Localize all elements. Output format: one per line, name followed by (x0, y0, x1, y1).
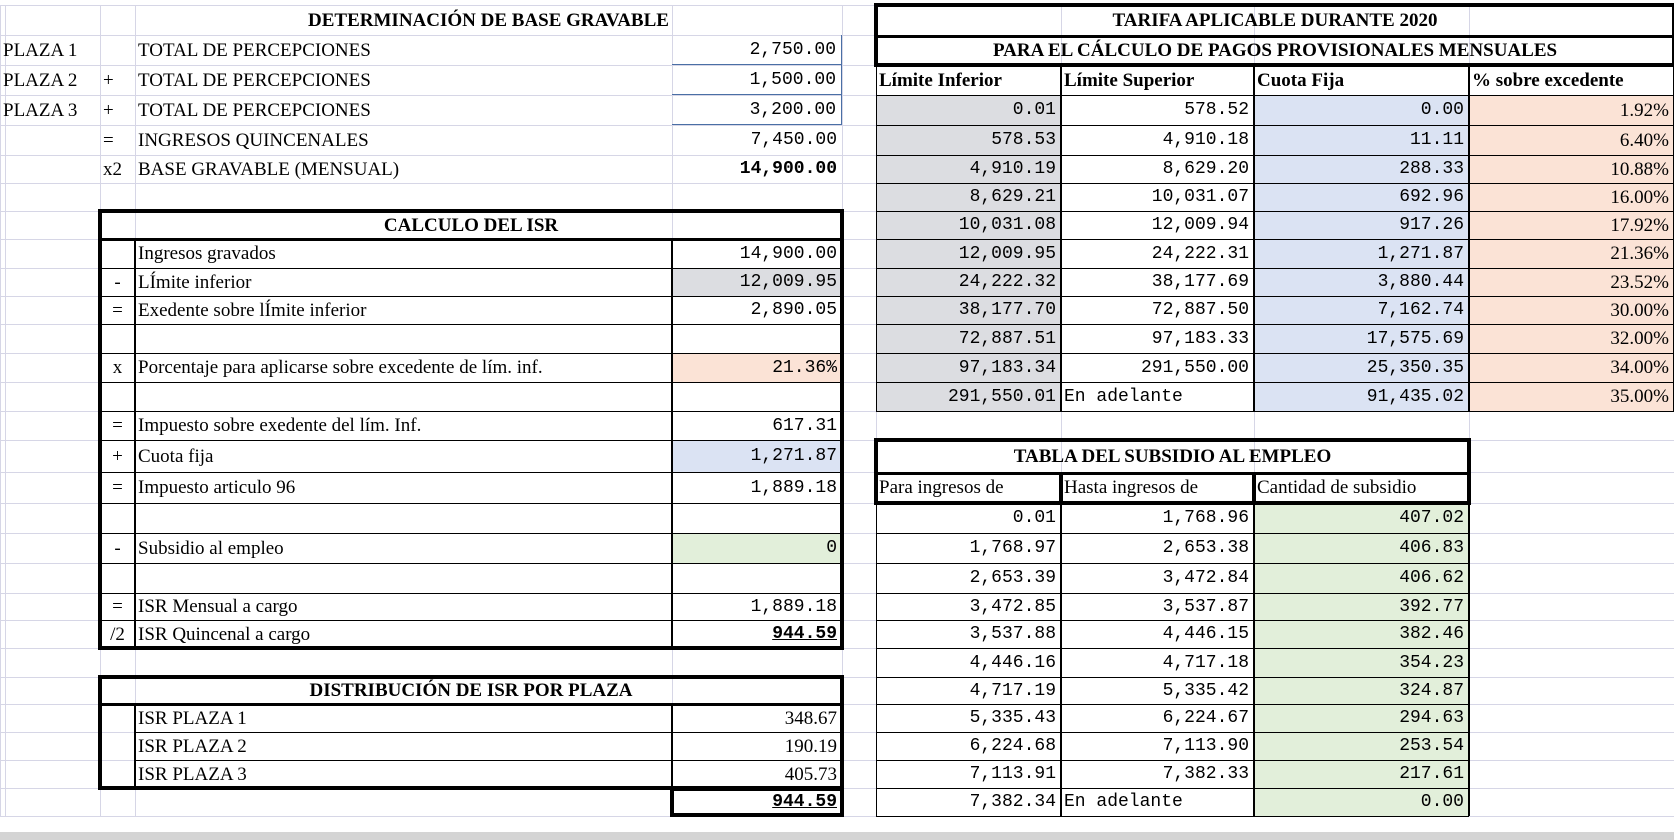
tarifa-cell[interactable]: 1.92% (1469, 95, 1674, 125)
tarifa-cell[interactable]: 25,350.35 (1254, 353, 1469, 382)
tarifa-title-2[interactable]: PARA EL CÁLCULO DE PAGOS PROVISIONALES MENSUALES (992, 39, 1558, 61)
cell-border (1253, 65, 1255, 411)
cell-border (100, 472, 135, 473)
isr-value[interactable]: 1,889.18 (750, 596, 837, 617)
base-operator[interactable]: x2 (103, 158, 122, 180)
subsidio-header[interactable]: Cantidad de subsidio (1257, 477, 1417, 498)
cell-border (876, 788, 1469, 789)
tarifa-cell[interactable]: 34.00% (1469, 353, 1674, 382)
cell-border (876, 593, 1469, 594)
cell-border (1060, 503, 1062, 816)
cell-border (100, 620, 135, 621)
cell-border (1059, 472, 1063, 503)
isr-value[interactable]: 14,900.00 (739, 243, 837, 264)
cell-border (876, 503, 877, 816)
tarifa-cell[interactable]: 288.33 (1254, 155, 1469, 183)
tarifa-cell[interactable]: 4,910.19 (876, 155, 1061, 183)
tarifa-cell[interactable]: 17,575.69 (1254, 324, 1469, 353)
cell-border (876, 239, 1674, 240)
cell-border (135, 593, 842, 594)
tarifa-cell[interactable]: 1,271.87 (1254, 239, 1469, 268)
subsidio-cell[interactable]: 4,717.18 (1162, 652, 1249, 673)
cell-border (1253, 503, 1255, 816)
base-value[interactable]: 1,500.00 (672, 65, 842, 95)
cell-border (876, 648, 1469, 649)
isr-concept[interactable]: Ingresos gravados (138, 243, 276, 264)
cell-border (671, 239, 673, 648)
cell-border (1060, 65, 1062, 411)
subsidio-cell[interactable]: 2,653.38 (1162, 538, 1249, 558)
horizontal-scrollbar-track[interactable] (0, 832, 1674, 840)
base-value[interactable]: 3,200.00 (672, 95, 842, 125)
base-plaza-label[interactable]: PLAZA 3 (3, 99, 78, 121)
tarifa-cell[interactable]: 692.96 (1254, 183, 1469, 211)
tarifa-cell[interactable]: 72,887.50 (1151, 300, 1249, 320)
base-concept[interactable]: BASE GRAVABLE (MENSUAL) (138, 158, 400, 180)
cell-border (98, 646, 844, 650)
dist-value[interactable]: 405.73 (784, 763, 837, 785)
isr-concept[interactable]: Porcentaje para aplicarse sobre excedente de lím. inf. (138, 357, 543, 378)
cell-border (100, 411, 135, 412)
tarifa-cell[interactable]: 0.00 (1254, 95, 1469, 125)
base-operator[interactable] (100, 35, 135, 65)
tarifa-cell[interactable]: 97,183.33 (1151, 328, 1249, 349)
cell-border (100, 296, 135, 297)
tarifa-cell[interactable]: 35.00% (1469, 382, 1674, 411)
isr-concept[interactable]: Exedente sobre lÍmite inferior (138, 299, 367, 321)
isr-operator[interactable]: = (112, 299, 123, 321)
cell-border (876, 760, 1469, 761)
cell-border (100, 239, 135, 240)
cell-border (670, 787, 844, 791)
isr-concept[interactable]: Impuesto articulo 96 (138, 477, 296, 498)
isr-title[interactable]: CALCULO DEL ISR (383, 214, 559, 236)
isr-concept[interactable]: Subsidio al empleo (138, 537, 284, 559)
cell-border (876, 563, 1469, 564)
subsidio-cell[interactable]: 7,382.34 (969, 792, 1056, 812)
tarifa-cell[interactable]: 38,177.69 (1151, 272, 1249, 292)
tarifa-cell[interactable]: 10.88% (1469, 155, 1674, 183)
cell-border (135, 620, 842, 621)
tarifa-cell[interactable]: 578.53 (876, 125, 1061, 155)
subsidio-cell[interactable]: 4,446.15 (1162, 624, 1249, 644)
subsidio-cell[interactable]: En adelante (1064, 792, 1183, 812)
tarifa-header[interactable]: Cuota Fija (1257, 69, 1345, 91)
cell-border (135, 472, 842, 473)
tarifa-cell[interactable]: 91,435.02 (1254, 382, 1469, 411)
isr-operator[interactable]: = (112, 596, 123, 617)
cell-border (135, 296, 842, 297)
isr-value[interactable]: 1,271.87 (672, 440, 842, 472)
isr-concept[interactable]: Cuota fija (138, 445, 214, 467)
subsidio-cell[interactable]: 354.23 (1254, 648, 1469, 677)
cell-border (876, 816, 1469, 817)
cell-border (100, 503, 135, 504)
cell-border (98, 675, 102, 790)
cell-border (98, 209, 102, 650)
subsidio-title[interactable]: TABLA DEL SUBSIDIO AL EMPLEO (1013, 445, 1332, 467)
subsidio-cell[interactable]: 3,537.88 (969, 624, 1056, 644)
cell-border (874, 501, 1471, 505)
isr-value[interactable]: 0 (672, 533, 842, 563)
isr-concept[interactable]: ISR Quincenal a cargo (138, 623, 311, 645)
cell-border (100, 593, 135, 594)
tarifa-cell[interactable]: 8,629.21 (876, 183, 1061, 211)
tarifa-cell[interactable]: 30.00% (1469, 296, 1674, 324)
cell-border (876, 732, 1469, 733)
tarifa-cell[interactable]: 97,183.34 (876, 353, 1061, 382)
cell-border (100, 703, 842, 706)
cell-border (135, 732, 842, 733)
cell-border (134, 704, 136, 788)
base-value[interactable]: 14,900.00 (739, 159, 837, 179)
base-value[interactable]: 2,750.00 (672, 35, 842, 65)
tarifa-cell[interactable]: En adelante (1064, 386, 1183, 407)
tarifa-cell[interactable]: 12,009.94 (1151, 215, 1249, 235)
tarifa-cell[interactable]: 24,222.31 (1151, 243, 1249, 264)
base-plaza-label[interactable]: PLAZA 2 (3, 69, 78, 91)
tarifa-title-1[interactable]: TARIFA APLICABLE DURANTE 2020 (1112, 9, 1438, 31)
cell-border (876, 620, 1469, 621)
isr-value[interactable]: 1,889.18 (750, 477, 837, 498)
cell-border (876, 95, 1674, 96)
subsidio-cell[interactable]: 2,653.39 (969, 568, 1056, 588)
cell-border (135, 353, 842, 354)
tarifa-cell[interactable]: 8,629.20 (1162, 159, 1249, 179)
cell-border (876, 704, 1469, 705)
tarifa-cell[interactable]: 72,887.51 (876, 324, 1061, 353)
dist-concept[interactable]: ISR PLAZA 2 (138, 735, 247, 757)
subsidio-cell[interactable]: 7,113.90 (1162, 736, 1249, 756)
subsidio-header[interactable]: Hasta ingresos de (1064, 477, 1199, 498)
subsidio-cell[interactable]: 3,472.85 (969, 596, 1056, 617)
isr-value[interactable]: 12,009.95 (672, 268, 842, 296)
tarifa-header[interactable]: Límite Inferior (879, 69, 1002, 91)
subsidio-cell[interactable]: 392.77 (1254, 593, 1469, 620)
isr-value[interactable]: 21.36% (672, 353, 842, 382)
cell-border (98, 675, 844, 679)
cell-border (100, 238, 842, 241)
cell-border (135, 503, 842, 504)
cell-border (100, 324, 135, 325)
subsidio-cell[interactable]: 5,335.42 (1162, 680, 1249, 701)
cell-border (134, 239, 136, 648)
tarifa-cell[interactable]: 4,910.18 (1162, 130, 1249, 150)
tarifa-cell[interactable]: 7,162.74 (1254, 296, 1469, 324)
isr-concept[interactable]: Impuesto sobre exedente del lím. Inf. (138, 415, 422, 436)
cell-border (876, 324, 1674, 325)
cell-border (100, 563, 135, 564)
tarifa-cell[interactable]: 10,031.07 (1151, 187, 1249, 207)
isr-operator[interactable]: = (112, 477, 123, 498)
base-value[interactable]: 7,450.00 (750, 130, 837, 150)
tarifa-cell[interactable]: 16.00% (1469, 183, 1674, 211)
subsidio-cell[interactable]: 1,768.96 (1162, 508, 1249, 528)
subsidio-cell[interactable]: 3,472.84 (1162, 568, 1249, 588)
base-operator[interactable]: = (103, 129, 114, 151)
subsidio-header[interactable]: Para ingresos de (879, 477, 1004, 498)
base-concept[interactable]: INGRESOS QUINCENALES (138, 129, 369, 151)
base-plaza-label[interactable] (0, 125, 100, 155)
subsidio-cell[interactable]: 4,717.19 (969, 680, 1056, 701)
cell-border (135, 440, 842, 441)
isr-operator[interactable]: - (114, 271, 121, 293)
cell-border (874, 3, 1674, 7)
subsidio-cell[interactable]: 4,446.16 (969, 652, 1056, 673)
cell-border (100, 268, 135, 269)
tarifa-cell[interactable]: 917.26 (1254, 211, 1469, 239)
tarifa-cell[interactable]: 3,880.44 (1254, 268, 1469, 296)
cell-border (876, 411, 1674, 412)
isr-value[interactable]: 944.59 (772, 624, 837, 644)
subsidio-cell[interactable]: 5,335.43 (969, 708, 1056, 728)
subsidio-cell[interactable]: 406.83 (1254, 533, 1469, 563)
cell-border (100, 382, 135, 383)
subsidio-cell[interactable]: 3,537.87 (1162, 596, 1249, 617)
base-concept[interactable]: TOTAL DE PERCEPCIONES (138, 99, 371, 121)
subsidio-cell[interactable]: 0.01 (1012, 508, 1056, 528)
base-title[interactable]: DETERMINACIÓN DE BASE GRAVABLE (308, 9, 669, 31)
base-concept[interactable]: TOTAL DE PERCEPCIONES (138, 39, 371, 61)
subsidio-cell[interactable]: 324.87 (1254, 677, 1469, 704)
cell-border (876, 183, 1674, 184)
base-plaza-label[interactable] (0, 155, 100, 183)
subsidio-cell[interactable]: 6,224.68 (969, 736, 1056, 756)
cell-border (876, 382, 1674, 383)
cell-border (100, 353, 135, 354)
tarifa-cell[interactable]: 6.40% (1469, 125, 1674, 155)
tarifa-cell[interactable]: 11.11 (1254, 125, 1469, 155)
tarifa-cell[interactable]: 21.36% (1469, 239, 1674, 268)
tarifa-cell[interactable]: 291,550.00 (1140, 357, 1249, 378)
base-concept[interactable]: TOTAL DE PERCEPCIONES (138, 69, 371, 91)
subsidio-cell[interactable]: 7,382.33 (1162, 764, 1249, 784)
cell-border (876, 472, 1469, 475)
cell-border (1468, 503, 1470, 816)
subsidio-cell[interactable]: 294.63 (1254, 704, 1469, 732)
cell-border (670, 813, 844, 817)
cell-border (874, 63, 1674, 67)
tarifa-header[interactable]: Límite Superior (1064, 69, 1195, 91)
isr-operator[interactable]: = (112, 415, 123, 436)
tarifa-cell[interactable]: 24,222.32 (876, 268, 1061, 296)
subsidio-cell[interactable]: 407.02 (1254, 503, 1469, 533)
cell-border (135, 533, 842, 534)
cell-border (135, 411, 842, 412)
dist-total[interactable]: 944.59 (772, 792, 837, 812)
cell-border (876, 35, 1674, 38)
subsidio-cell[interactable]: 253.54 (1254, 732, 1469, 760)
cell-border (1252, 472, 1256, 503)
isr-value[interactable]: 617.31 (772, 415, 837, 436)
cell-border (876, 677, 1469, 678)
cell-border (135, 760, 842, 761)
dist-concept[interactable]: ISR PLAZA 3 (138, 763, 247, 785)
dist-concept[interactable]: ISR PLAZA 1 (138, 707, 247, 729)
cell-border (671, 704, 673, 788)
cell-border (876, 533, 1469, 534)
cell-border (876, 353, 1674, 354)
subsidio-cell[interactable]: 0.00 (1254, 788, 1469, 816)
cell-border (876, 125, 1674, 126)
cell-border (670, 787, 674, 817)
cell-border (840, 209, 844, 650)
base-operator[interactable]: + (103, 99, 114, 121)
base-operator[interactable]: + (103, 69, 114, 91)
isr-value[interactable]: 2,890.05 (750, 300, 837, 320)
tarifa-cell[interactable]: 32.00% (1469, 324, 1674, 353)
cell-border (876, 65, 877, 411)
base-plaza-label[interactable]: PLAZA 1 (3, 39, 78, 61)
isr-concept[interactable]: LÍmite inferior (138, 271, 252, 293)
subsidio-cell[interactable]: 1,768.97 (969, 538, 1056, 558)
dist-title[interactable]: DISTRIBUCIÓN DE ISR POR PLAZA (309, 680, 633, 701)
tarifa-cell[interactable]: 291,550.01 (876, 382, 1061, 411)
tarifa-header[interactable]: % sobre excedente (1472, 69, 1624, 91)
dist-value[interactable]: 348.67 (784, 707, 837, 729)
isr-operator[interactable] (100, 239, 135, 268)
subsidio-cell[interactable]: 217.61 (1254, 760, 1469, 788)
cell-border (876, 268, 1674, 269)
cell-border (135, 382, 842, 383)
isr-operator[interactable]: - (114, 537, 121, 559)
cell-border (876, 155, 1674, 156)
isr-operator[interactable]: x (112, 357, 123, 378)
tarifa-cell[interactable]: 38,177.70 (876, 296, 1061, 324)
cell-border (876, 296, 1674, 297)
isr-operator[interactable]: + (112, 445, 123, 467)
cell-border (135, 563, 842, 564)
isr-operator[interactable]: /2 (110, 623, 125, 645)
cell-border (1468, 65, 1470, 411)
subsidio-cell[interactable]: 6,224.67 (1162, 708, 1249, 728)
tarifa-cell[interactable]: 12,009.95 (876, 239, 1061, 268)
cell-border (135, 268, 842, 269)
subsidio-cell[interactable]: 7,113.91 (969, 764, 1056, 784)
cell-border (100, 440, 135, 441)
tarifa-cell[interactable]: 10,031.08 (876, 211, 1061, 239)
tarifa-cell[interactable]: 17.92% (1469, 211, 1674, 239)
tarifa-cell[interactable]: 23.52% (1469, 268, 1674, 296)
tarifa-cell[interactable]: 578.52 (1184, 100, 1249, 120)
cell-border (876, 211, 1674, 212)
cell-border (100, 533, 135, 534)
subsidio-cell[interactable]: 406.62 (1254, 563, 1469, 593)
tarifa-cell[interactable]: 0.01 (876, 95, 1061, 125)
cell-border (135, 324, 842, 325)
cell-border (840, 787, 844, 817)
cell-border (874, 438, 1471, 442)
isr-concept[interactable]: ISR Mensual a cargo (138, 596, 298, 617)
dist-value[interactable]: 190.19 (784, 735, 837, 757)
cell-border (98, 209, 844, 213)
subsidio-cell[interactable]: 382.46 (1254, 620, 1469, 648)
